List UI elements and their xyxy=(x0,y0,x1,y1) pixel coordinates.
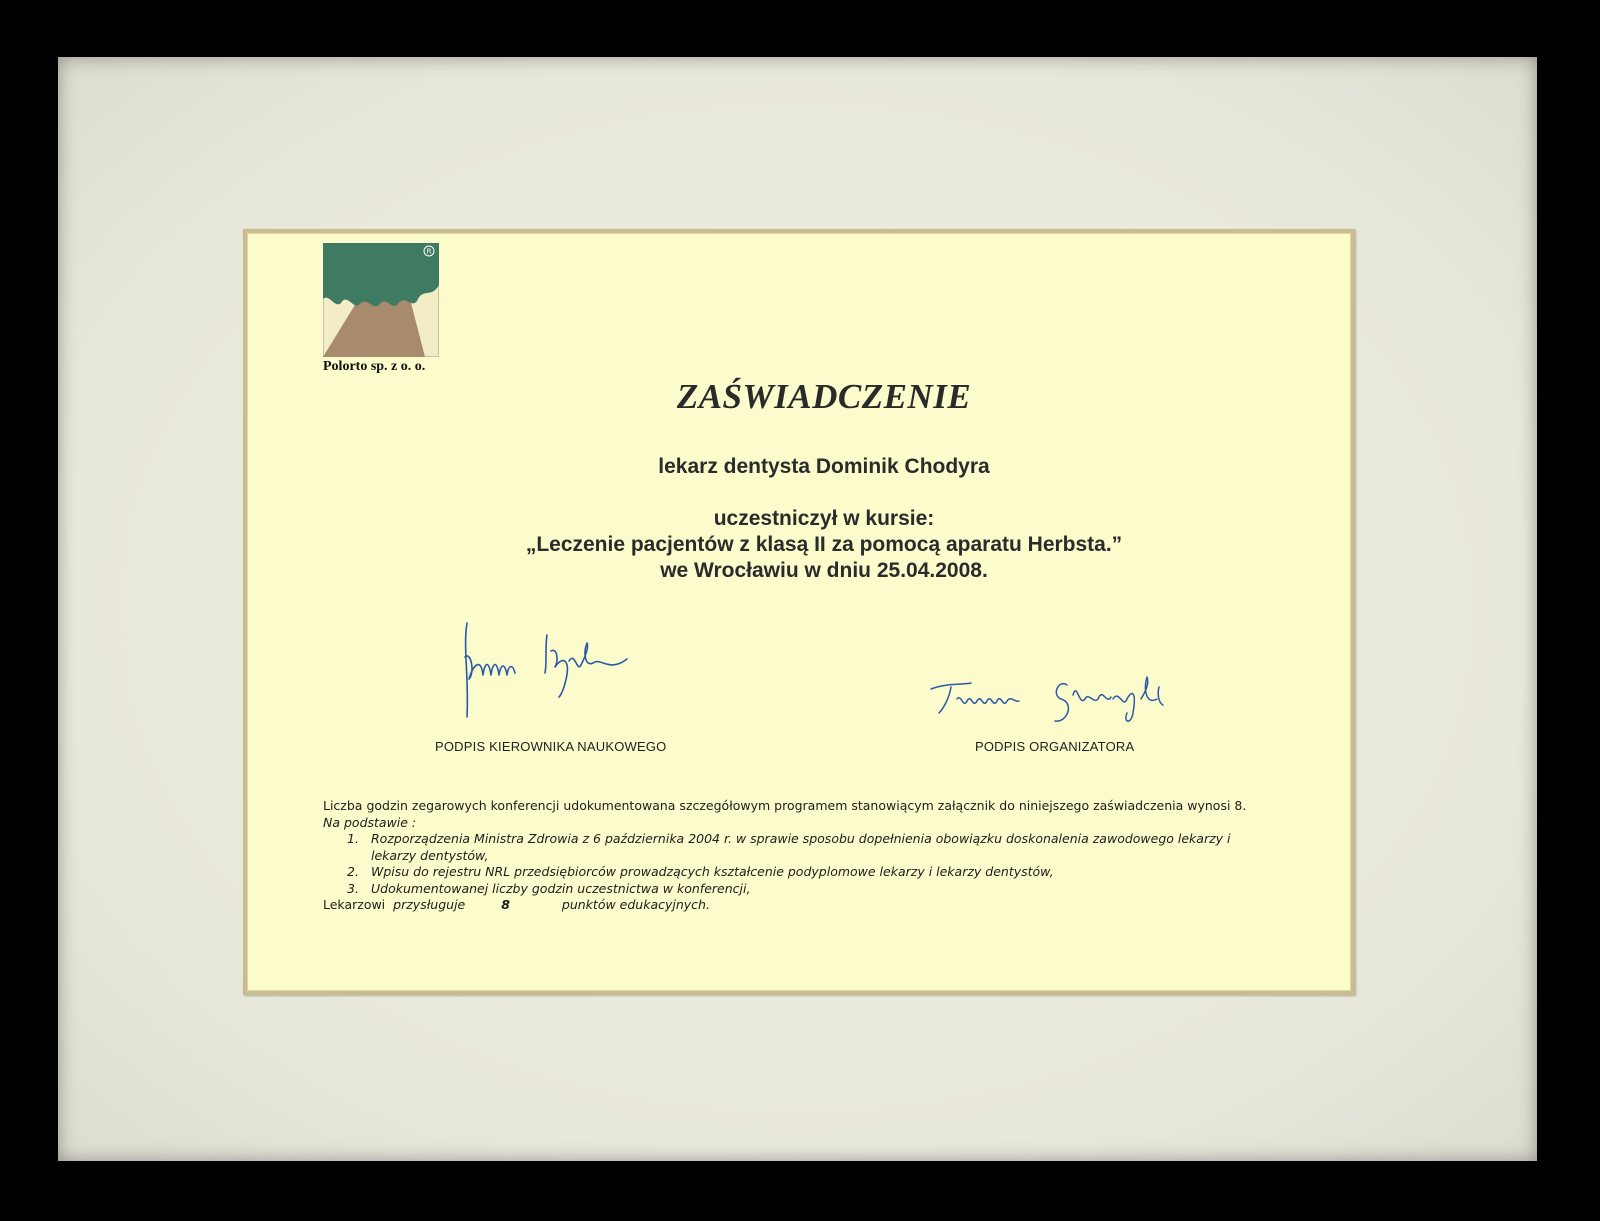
organizer-signature-label: PODPIS ORGANIZATORA xyxy=(975,739,1135,754)
points-suffix: punktów edukacyjnych. xyxy=(561,897,710,912)
list-item: 1. Rozporządzenia Ministra Zdrowia z 6 października 2004 r. w sprawie sposobu dopełnienia obowiązku doskonalenia zawodowego lekarzy i lekarzy dentystów, xyxy=(347,831,1231,863)
polorto-logo xyxy=(323,243,439,357)
place-date-line: we Wrocławiu w dniu 25.04.2008. xyxy=(660,559,988,582)
points-value: 8 xyxy=(501,897,510,912)
certificate-title: ZAŚWIADCZENIE xyxy=(676,377,972,416)
scientific-director-signature xyxy=(459,617,649,727)
course-title: „Leczenie pacjentów z klasą II za pomocą aparatu Herbsta.” xyxy=(525,533,1123,556)
points-verb: przysługuje xyxy=(393,897,466,912)
list-item: 2. Wpisu do rejestru NRL przedsiębiorców prowadzących kształcenie podyplomowe lekarzy i lekarzy dentystów, xyxy=(347,864,1054,879)
participation-line: uczestniczył w kursie: xyxy=(713,507,935,530)
education-points-line xyxy=(323,897,1263,914)
organizer-signature xyxy=(927,669,1197,739)
scientific-director-signature-label: PODPIS KIEROWNIKA NAUKOWEGO xyxy=(435,739,667,754)
hours-statement: Liczba godzin zegarowych konferencji udokumentowana szczegółowym programem stanowiącym załącznik do niniejszego zaświadczenia wynosi 8. xyxy=(323,798,1247,813)
certificate-details xyxy=(323,798,1263,914)
certificate-paper xyxy=(243,229,1355,995)
recipient-name: lekarz dentysta Dominik Chodyra xyxy=(658,455,990,478)
basis-label: Na podstawie : xyxy=(323,814,417,830)
company-name: Polorto sp. z o. o. xyxy=(323,359,426,374)
svg-text:R: R xyxy=(426,247,432,256)
list-item: 3. Udokumentowanej liczby godzin uczestnictwa w konferencji, xyxy=(347,880,751,896)
points-prefix: Lekarzowi xyxy=(323,897,386,912)
basis-list xyxy=(323,831,1263,897)
